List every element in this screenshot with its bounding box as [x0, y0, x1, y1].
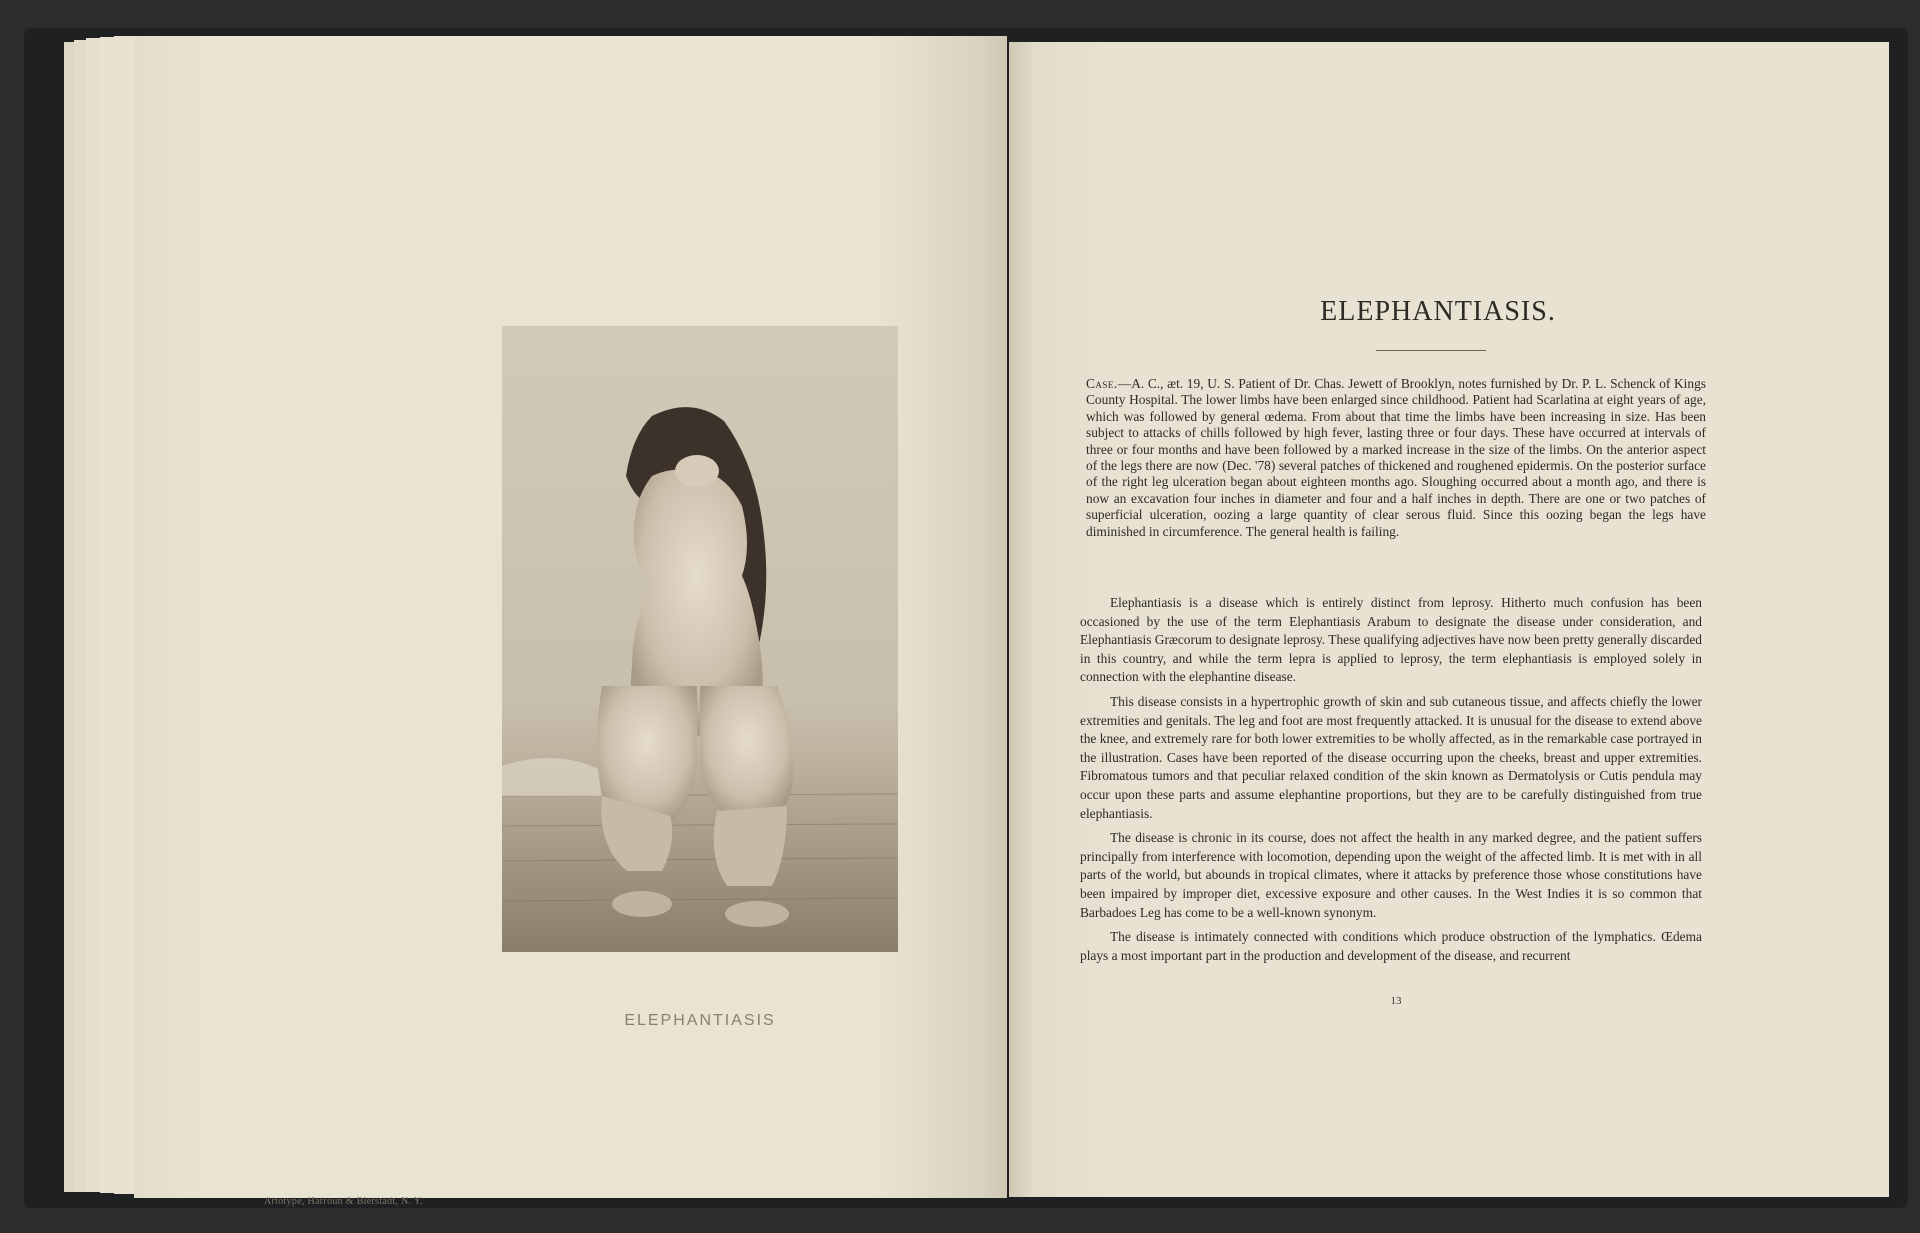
case-report	[1086, 376, 1706, 540]
case-lead: Case.	[1086, 376, 1118, 391]
paragraph: The disease is intimately connected with conditions which produce obstruction of the lymphatics. Œdema plays a most important part in the production and development of the disease, and recurrent	[1080, 929, 1702, 963]
figure-illustration	[502, 326, 898, 952]
page-number: 13	[1390, 995, 1402, 1007]
left-page	[134, 36, 1007, 1207]
body-text	[1080, 594, 1702, 971]
case-text: —A. C., æt. 19, U. S. Patient of Dr. Chas. Jewett of Brooklyn, notes furnished by Dr. P. L. Schenck of Kings County Hospital. The lower limbs have been enlarged since childhood. Patient had Scarlatina at eight years of age, which was followed by general œdema. From about that time the limbs have been increasing in size. Has been subject to attacks of chills followed by high fever, lasting three or four days. These have occurred at intervals of three or four months and have been followed by a marked increase in the size of the limbs. On the anterior aspect of the legs there are now (Dec. '78) several patches of thickened and roughened epidermis. On the posterior surface of the right leg ulceration began about eighteen months ago. Sloughing occurred about a month ago, and there is now an excavation four inches in diameter and four and a half inches in depth. There are one or two patches of superficial ulceration, oozing a large quantity of clear serous fluid. Since this oozing began the legs have diminished in circumference. The general health is failing.	[1086, 376, 1706, 539]
photographic-plate	[502, 326, 898, 952]
plate-imprint: Artotype, Harroun & Bierstadt, N. Y.	[264, 1196, 423, 1207]
page-title: ELEPHANTIASIS.	[1320, 296, 1556, 327]
paragraph: Elephantiasis is a disease which is entirely distinct from leprosy. Hitherto much confusion has been occasioned by the use of the term Elephantiasis Arabum to designate the disease under consideration, and Elephantiasis Græcorum to designate leprosy. These qualifying adjectives have now been pretty generally discarded in this country, and while the term lepra is applied to leprosy, the term elephantiasis is employed solely in connection with the elephantine disease.	[1080, 595, 1702, 685]
paragraph: This disease consists in a hypertrophic growth of skin and sub cutaneous tissue, and affects chiefly the lower extremities and genitals. The leg and foot are most frequently attacked. It is unusual for the disease to extend above the knee, and extremely rare for both lower extremities to be wholly affected, as in the remarkable case portrayed in the illustration. Cases have been reported of the disease occurring upon the cheeks, breast and upper extremities. Fibromatous tumors and that peculiar relaxed condition of the skin known as Dermatolysis or Cutis pendula may occur upon these parts and assume elephantine proportions, but they are to be carefully distinguished from true elephantiasis.	[1080, 693, 1702, 821]
title-rule	[1376, 350, 1486, 351]
paragraph: The disease is chronic in its course, does not affect the health in any marked degree, and the patient suffers principally from interference with locomotion, depending upon the weight of the affected limb. It is met with in all parts of the world, but abounds in tropical climates, where it attacks by preference those whose constitutions have been impaired by improper diet, excessive exposure and other causes. In the West Indies it is so common that Barbadoes Leg has come to be a well-known synonym.	[1080, 830, 1702, 920]
plate-caption: ELEPHANTIASIS	[624, 1012, 776, 1029]
